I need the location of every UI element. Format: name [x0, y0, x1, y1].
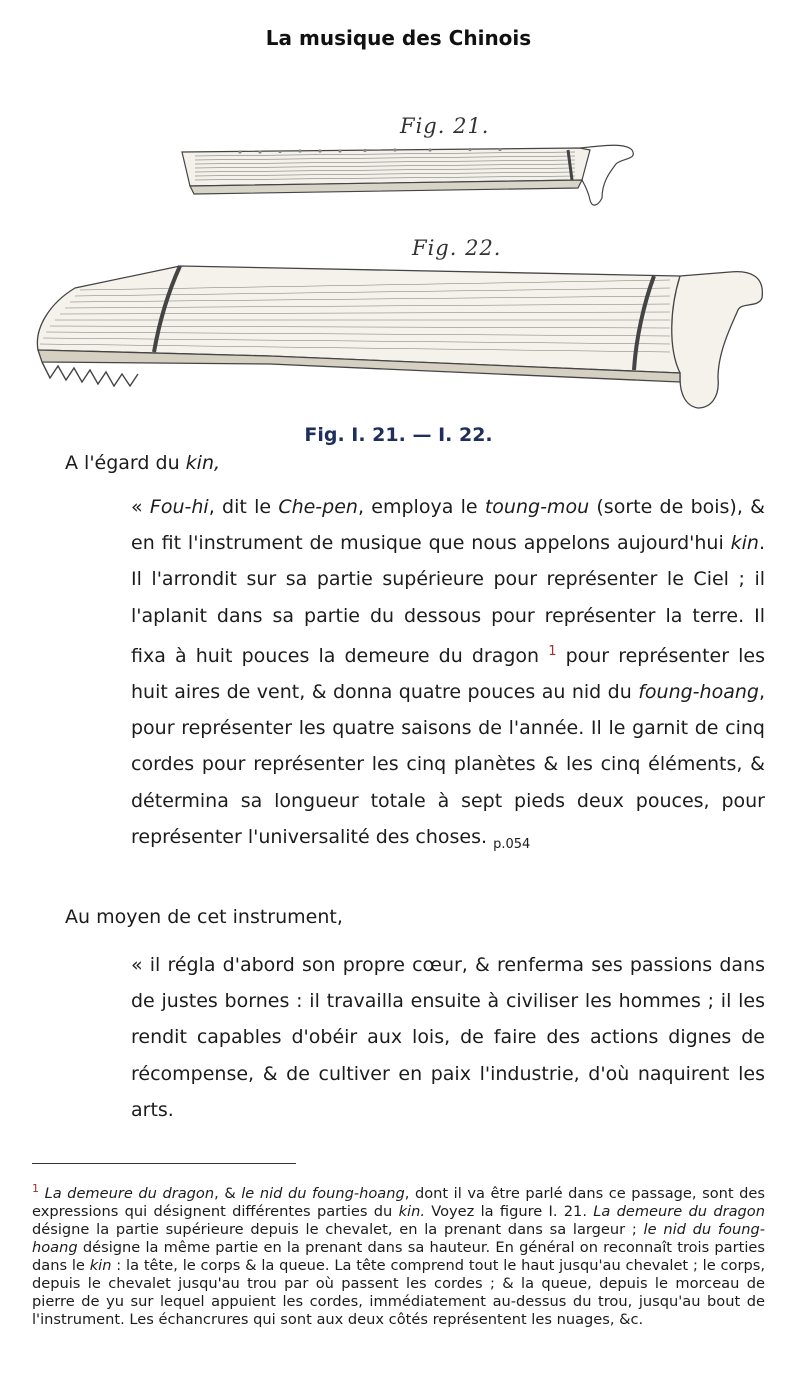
paragraph-intro-2: Au moyen de cet instrument,	[65, 906, 343, 928]
quote-italic: kin	[730, 532, 759, 555]
figure-22-label: Fig. 22.	[412, 236, 502, 260]
footnote	[32, 1180, 765, 1329]
footnote-divider	[32, 1163, 296, 1164]
figure-21-label: Fig. 21.	[400, 114, 490, 138]
footnote-text: : la tête, le corps & la queue. La tête comprend tout le haut jusqu'au chevalet ; le corps, depuis le chevalet jusqu'au trou par où passent les cordes ; & la queue, depuis le morceau de pierre de yu sur lequel appuient les cordes, immédiatement au-dessus du trou, jusqu'au bout de l'instrument. Les échancrures qui sont aux deux côtés représentent les nuages, &c.	[32, 1257, 765, 1328]
quote-text: , dit le	[208, 496, 279, 518]
quote-text: , pour représenter les quatre saisons de l'année. Il le garnit de cinq cordes pour représenter les cinq planètes & les cinq éléments, & détermina sa longueur totale à sept pieds deux pouces, pour représenter l'universalité des choses.	[131, 681, 765, 848]
quote-block-2: « il régla d'abord son propre cœur, & renferma ses passions dans de justes bornes : il travailla ensuite à civiliser les hommes ; il les rendit capables d'obéir aux lois, de faire des actions dignes de récompense, & de cultiver en paix l'industrie, d'où naquirent les arts.	[131, 954, 765, 1121]
kin-illustration-fig22	[30, 258, 770, 418]
footnote-text: désigne la partie supérieure depuis le chevalet, en la prenant dans sa largeur ;	[32, 1221, 644, 1238]
page-title: La musique des Chinois	[265, 26, 532, 50]
page-marker: p.054	[493, 836, 531, 852]
footnote-italic: le nid du foung-hoang	[241, 1185, 405, 1202]
paragraph-intro-1	[65, 449, 220, 477]
footnote-italic: le nid du foung-hoang	[32, 1221, 765, 1256]
quote-italic: Fou-hi	[149, 496, 209, 518]
footnote-number: 1	[32, 1182, 39, 1195]
quote-text: (sorte de bois), & en fit l'instrument de musique que nous appelons aujourd'hui	[131, 496, 765, 555]
quote-italic: foung-hoang	[638, 681, 759, 704]
footnote-text: , dont il va être parlé dans ce passage, sont des expressions qui désignent différentes parties du	[32, 1185, 765, 1220]
footnote-italic: kin	[89, 1257, 112, 1274]
quote-text: . Il l'arrondit sur sa partie supérieure pour représenter le Ciel ; il l'aplanit dans sa partie du dessous pour représenter la terre. Il fixa à huit pouces la demeure du dragon	[131, 532, 765, 667]
footnote-italic: La demeure du dragon	[44, 1185, 215, 1202]
paragraph-italic: kin,	[185, 452, 221, 474]
footnote-reference-link[interactable]: 1	[548, 643, 557, 659]
figure-caption: Fig. I. 21. — I. 22.	[304, 424, 493, 446]
footnote-text: Voyez la figure I. 21.	[424, 1203, 594, 1220]
quote-text: «	[131, 496, 150, 518]
quote-text: pour représenter les huit aires de vent, & donna quatre pouces au nid du	[131, 644, 765, 704]
quote-italic: toung-mou	[484, 496, 590, 518]
kin-illustration-fig21	[170, 140, 640, 215]
quote-block-1	[131, 489, 765, 863]
footnote-italic: kin.	[398, 1203, 425, 1220]
footnote-text: désigne la même partie en la prenant dans sa hauteur. En général on reconnaît trois parties dans le	[32, 1239, 765, 1274]
quote-italic: Che-pen	[278, 496, 358, 518]
quote-text: , employa le	[357, 496, 485, 518]
footnote-text: , &	[214, 1185, 242, 1202]
figure-illustrations	[0, 100, 805, 430]
paragraph-text: A l'égard du	[65, 452, 186, 474]
footnote-italic: La demeure du dragon	[593, 1203, 765, 1220]
